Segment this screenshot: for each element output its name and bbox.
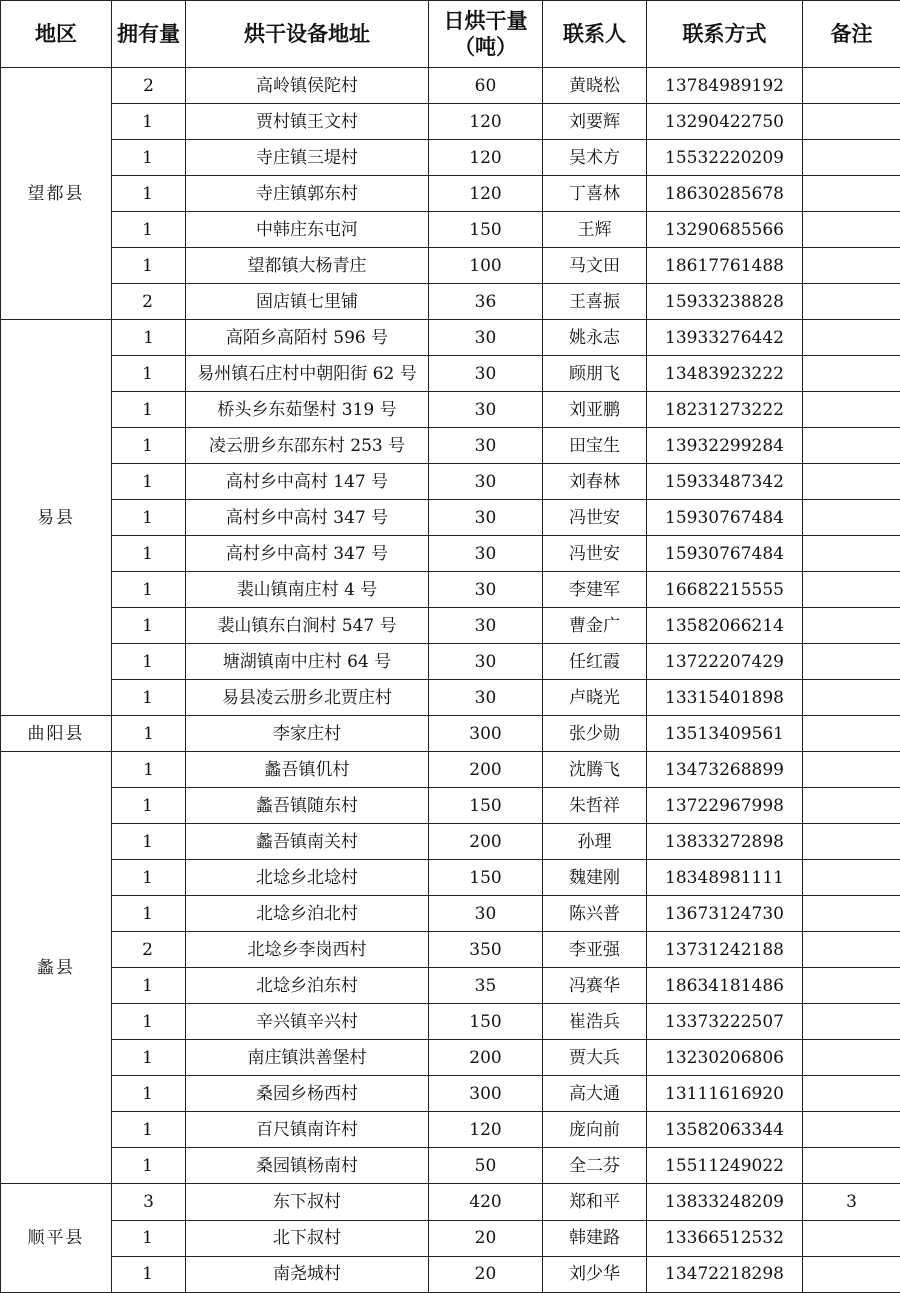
phone-cell: 18630285678 <box>647 176 803 212</box>
capacity-cell: 150 <box>429 212 543 248</box>
capacity-cell: 200 <box>429 1040 543 1076</box>
address-cell: 桑园镇杨南村 <box>186 1148 429 1184</box>
table-row <box>1 536 900 572</box>
remark-cell <box>803 572 900 608</box>
capacity-cell: 150 <box>429 788 543 824</box>
address-cell: 桑园乡杨西村 <box>186 1076 429 1112</box>
table-row <box>1 752 900 788</box>
count-cell: 1 <box>112 572 186 608</box>
table-row <box>1 896 900 932</box>
count-cell: 1 <box>112 1256 186 1292</box>
table-row <box>1 284 900 320</box>
contact-cell: 刘春林 <box>543 464 647 500</box>
address-cell: 易县凌云册乡北贾庄村 <box>186 680 429 716</box>
remark-cell <box>803 284 900 320</box>
address-cell: 南庄镇洪善堡村 <box>186 1040 429 1076</box>
capacity-cell: 30 <box>429 392 543 428</box>
contact-cell: 高大通 <box>543 1076 647 1112</box>
count-cell: 3 <box>112 1184 186 1220</box>
address-cell: 固店镇七里铺 <box>186 284 429 320</box>
header-address: 烘干设备地址 <box>186 1 429 68</box>
count-cell: 1 <box>112 896 186 932</box>
count-cell: 1 <box>112 1112 186 1148</box>
address-cell: 高村乡中高村 347 号 <box>186 536 429 572</box>
contact-cell: 李建军 <box>543 572 647 608</box>
phone-cell: 13513409561 <box>647 716 803 752</box>
count-cell: 1 <box>112 1076 186 1112</box>
count-cell: 1 <box>112 320 186 356</box>
phone-cell: 15930767484 <box>647 536 803 572</box>
contact-cell: 刘少华 <box>543 1256 647 1292</box>
remark-cell <box>803 1112 900 1148</box>
table-row <box>1 860 900 896</box>
table-row <box>1 500 900 536</box>
address-cell: 北下叔村 <box>186 1220 429 1256</box>
capacity-cell: 50 <box>429 1148 543 1184</box>
capacity-cell: 300 <box>429 716 543 752</box>
count-cell: 1 <box>112 860 186 896</box>
capacity-cell: 30 <box>429 356 543 392</box>
address-cell: 南尧城村 <box>186 1256 429 1292</box>
table-row <box>1 968 900 1004</box>
remark-cell <box>803 392 900 428</box>
table-row <box>1 320 900 356</box>
header-count: 拥有量 <box>112 1 186 68</box>
remark-cell <box>803 1220 900 1256</box>
region-cell: 易县 <box>1 320 112 716</box>
table-row <box>1 1040 900 1076</box>
contact-cell: 孙理 <box>543 824 647 860</box>
count-cell: 1 <box>112 392 186 428</box>
phone-cell: 13373222507 <box>647 1004 803 1040</box>
count-cell: 1 <box>112 1040 186 1076</box>
header-contact: 联系人 <box>543 1 647 68</box>
count-cell: 1 <box>112 212 186 248</box>
address-cell: 高陌乡高陌村 596 号 <box>186 320 429 356</box>
contact-cell: 冯世安 <box>543 536 647 572</box>
remark-cell <box>803 932 900 968</box>
contact-cell: 曹金广 <box>543 608 647 644</box>
capacity-cell: 100 <box>429 248 543 284</box>
remark-cell <box>803 860 900 896</box>
phone-cell: 13673124730 <box>647 896 803 932</box>
phone-cell: 13472218298 <box>647 1256 803 1292</box>
phone-cell: 15930767484 <box>647 500 803 536</box>
phone-cell: 13111616920 <box>647 1076 803 1112</box>
contact-cell: 冯赛华 <box>543 968 647 1004</box>
phone-cell: 13290685566 <box>647 212 803 248</box>
contact-cell: 张少勋 <box>543 716 647 752</box>
contact-cell: 魏建刚 <box>543 860 647 896</box>
capacity-cell: 60 <box>429 68 543 104</box>
phone-cell: 13833248209 <box>647 1184 803 1220</box>
count-cell: 1 <box>112 428 186 464</box>
remark-cell <box>803 1040 900 1076</box>
count-cell: 1 <box>112 680 186 716</box>
capacity-cell: 300 <box>429 1076 543 1112</box>
contact-cell: 陈兴普 <box>543 896 647 932</box>
phone-cell: 15933238828 <box>647 284 803 320</box>
phone-cell: 13784989192 <box>647 68 803 104</box>
address-cell: 易州镇石庄村中朝阳街 62 号 <box>186 356 429 392</box>
remark-cell <box>803 176 900 212</box>
contact-cell: 崔浩兵 <box>543 1004 647 1040</box>
count-cell: 1 <box>112 968 186 1004</box>
address-cell: 北埝乡泊东村 <box>186 968 429 1004</box>
capacity-cell: 20 <box>429 1256 543 1292</box>
count-cell: 1 <box>112 1004 186 1040</box>
count-cell: 1 <box>112 752 186 788</box>
phone-cell: 18634181486 <box>647 968 803 1004</box>
contact-cell: 沈腾飞 <box>543 752 647 788</box>
contact-cell: 顾朋飞 <box>543 356 647 392</box>
contact-cell: 李亚强 <box>543 932 647 968</box>
table-row <box>1 464 900 500</box>
capacity-cell: 120 <box>429 1112 543 1148</box>
count-cell: 1 <box>112 104 186 140</box>
remark-cell <box>803 1256 900 1292</box>
capacity-cell: 36 <box>429 284 543 320</box>
count-cell: 1 <box>112 500 186 536</box>
address-cell: 寺庄镇三堤村 <box>186 140 429 176</box>
phone-cell: 18231273222 <box>647 392 803 428</box>
address-cell: 塘湖镇南中庄村 64 号 <box>186 644 429 680</box>
contact-cell: 贾大兵 <box>543 1040 647 1076</box>
count-cell: 1 <box>112 176 186 212</box>
table-row <box>1 680 900 716</box>
contact-cell: 刘要辉 <box>543 104 647 140</box>
remark-cell: 3 <box>803 1184 900 1220</box>
capacity-cell: 30 <box>429 320 543 356</box>
phone-cell: 13483923222 <box>647 356 803 392</box>
remark-cell <box>803 1004 900 1040</box>
address-cell: 裴山镇东白涧村 547 号 <box>186 608 429 644</box>
count-cell: 2 <box>112 284 186 320</box>
count-cell: 1 <box>112 716 186 752</box>
capacity-cell: 120 <box>429 140 543 176</box>
capacity-cell: 30 <box>429 680 543 716</box>
table-row <box>1 1184 900 1220</box>
remark-cell <box>803 248 900 284</box>
address-cell: 李家庄村 <box>186 716 429 752</box>
table-row <box>1 356 900 392</box>
address-cell: 望都镇大杨青庄 <box>186 248 429 284</box>
table-row <box>1 644 900 680</box>
remark-cell <box>803 212 900 248</box>
phone-cell: 13933276442 <box>647 320 803 356</box>
capacity-cell: 30 <box>429 896 543 932</box>
table-row <box>1 68 900 104</box>
table-row <box>1 1256 900 1292</box>
phone-cell: 13722207429 <box>647 644 803 680</box>
phone-cell: 13230206806 <box>647 1040 803 1076</box>
remark-cell <box>803 716 900 752</box>
region-cell: 顺平县 <box>1 1184 112 1293</box>
phone-cell: 13366512532 <box>647 1220 803 1256</box>
capacity-cell: 420 <box>429 1184 543 1220</box>
remark-cell <box>803 1148 900 1184</box>
phone-cell: 13722967998 <box>647 788 803 824</box>
table-row <box>1 1220 900 1256</box>
header-region: 地区 <box>1 1 112 68</box>
remark-cell <box>803 320 900 356</box>
phone-cell: 13290422750 <box>647 104 803 140</box>
contact-cell: 庞向前 <box>543 1112 647 1148</box>
capacity-cell: 30 <box>429 572 543 608</box>
remark-cell <box>803 536 900 572</box>
remark-cell <box>803 644 900 680</box>
contact-cell: 朱哲祥 <box>543 788 647 824</box>
contact-cell: 郑和平 <box>543 1184 647 1220</box>
phone-cell: 18617761488 <box>647 248 803 284</box>
contact-cell: 全二芬 <box>543 1148 647 1184</box>
address-cell: 东下叔村 <box>186 1184 429 1220</box>
count-cell: 1 <box>112 788 186 824</box>
header-capacity: 日烘干量（吨） <box>429 1 543 68</box>
contact-cell: 丁喜林 <box>543 176 647 212</box>
address-cell: 蠡吾镇随东村 <box>186 788 429 824</box>
capacity-cell: 30 <box>429 464 543 500</box>
address-cell: 高村乡中高村 147 号 <box>186 464 429 500</box>
remark-cell <box>803 824 900 860</box>
contact-cell: 韩建路 <box>543 1220 647 1256</box>
capacity-cell: 200 <box>429 752 543 788</box>
address-cell: 蠡吾镇南关村 <box>186 824 429 860</box>
capacity-cell: 120 <box>429 176 543 212</box>
capacity-cell: 30 <box>429 536 543 572</box>
contact-cell: 王辉 <box>543 212 647 248</box>
contact-cell: 刘亚鹏 <box>543 392 647 428</box>
count-cell: 1 <box>112 248 186 284</box>
capacity-cell: 350 <box>429 932 543 968</box>
remark-cell <box>803 1076 900 1112</box>
address-cell: 寺庄镇郭东村 <box>186 176 429 212</box>
phone-cell: 18348981111 <box>647 860 803 896</box>
contact-cell: 姚永志 <box>543 320 647 356</box>
phone-cell: 16682215555 <box>647 572 803 608</box>
capacity-cell: 150 <box>429 1004 543 1040</box>
address-cell: 百尺镇南许村 <box>186 1112 429 1148</box>
capacity-cell: 200 <box>429 824 543 860</box>
contact-cell: 任红霞 <box>543 644 647 680</box>
region-cell: 望都县 <box>1 68 112 320</box>
address-cell: 贾村镇王文村 <box>186 104 429 140</box>
count-cell: 1 <box>112 464 186 500</box>
address-cell: 高岭镇侯陀村 <box>186 68 429 104</box>
address-cell: 桥头乡东茹堡村 319 号 <box>186 392 429 428</box>
table-row <box>1 392 900 428</box>
count-cell: 2 <box>112 68 186 104</box>
capacity-cell: 20 <box>429 1220 543 1256</box>
contact-cell: 吴术方 <box>543 140 647 176</box>
remark-cell <box>803 104 900 140</box>
address-cell: 北埝乡李岗西村 <box>186 932 429 968</box>
count-cell: 2 <box>112 932 186 968</box>
remark-cell <box>803 788 900 824</box>
table-row <box>1 212 900 248</box>
table-row <box>1 1148 900 1184</box>
count-cell: 1 <box>112 1220 186 1256</box>
address-cell: 北埝乡泊北村 <box>186 896 429 932</box>
table-row <box>1 428 900 464</box>
table-row <box>1 1004 900 1040</box>
table-row <box>1 1112 900 1148</box>
address-cell: 中韩庄东屯河 <box>186 212 429 248</box>
capacity-cell: 120 <box>429 104 543 140</box>
remark-cell <box>803 896 900 932</box>
phone-cell: 13315401898 <box>647 680 803 716</box>
table-row <box>1 140 900 176</box>
capacity-cell: 150 <box>429 860 543 896</box>
remark-cell <box>803 968 900 1004</box>
capacity-cell: 30 <box>429 500 543 536</box>
table-row <box>1 1076 900 1112</box>
region-cell: 曲阳县 <box>1 716 112 752</box>
remark-cell <box>803 752 900 788</box>
phone-cell: 13833272898 <box>647 824 803 860</box>
header-remark: 备注 <box>803 1 900 68</box>
remark-cell <box>803 140 900 176</box>
address-cell: 辛兴镇辛兴村 <box>186 1004 429 1040</box>
contact-cell: 王喜振 <box>543 284 647 320</box>
remark-cell <box>803 500 900 536</box>
count-cell: 1 <box>112 608 186 644</box>
phone-cell: 13473268899 <box>647 752 803 788</box>
count-cell: 1 <box>112 536 186 572</box>
phone-cell: 13731242188 <box>647 932 803 968</box>
address-cell: 裴山镇南庄村 4 号 <box>186 572 429 608</box>
capacity-cell: 30 <box>429 644 543 680</box>
header-phone: 联系方式 <box>647 1 803 68</box>
remark-cell <box>803 680 900 716</box>
remark-cell <box>803 356 900 392</box>
phone-cell: 13932299284 <box>647 428 803 464</box>
contact-cell: 卢晓光 <box>543 680 647 716</box>
table-row <box>1 104 900 140</box>
address-cell: 高村乡中高村 347 号 <box>186 500 429 536</box>
count-cell: 1 <box>112 824 186 860</box>
table-row <box>1 248 900 284</box>
capacity-cell: 30 <box>429 608 543 644</box>
remark-cell <box>803 608 900 644</box>
table-row <box>1 932 900 968</box>
address-cell: 北埝乡北埝村 <box>186 860 429 896</box>
phone-cell: 15532220209 <box>647 140 803 176</box>
phone-cell: 15511249022 <box>647 1148 803 1184</box>
contact-cell: 田宝生 <box>543 428 647 464</box>
phone-cell: 13582066214 <box>647 608 803 644</box>
table-body <box>1 68 900 1293</box>
table-row <box>1 572 900 608</box>
count-cell: 1 <box>112 356 186 392</box>
contact-cell: 马文田 <box>543 248 647 284</box>
count-cell: 1 <box>112 1148 186 1184</box>
address-cell: 凌云册乡东邵东村 253 号 <box>186 428 429 464</box>
table-row <box>1 176 900 212</box>
table-row <box>1 824 900 860</box>
table-row <box>1 608 900 644</box>
table-row <box>1 788 900 824</box>
contact-cell: 冯世安 <box>543 500 647 536</box>
remark-cell <box>803 428 900 464</box>
table-row <box>1 716 900 752</box>
count-cell: 1 <box>112 140 186 176</box>
capacity-cell: 35 <box>429 968 543 1004</box>
remark-cell <box>803 464 900 500</box>
contact-cell: 黄晓松 <box>543 68 647 104</box>
remark-cell <box>803 68 900 104</box>
address-cell: 蠡吾镇仉村 <box>186 752 429 788</box>
count-cell: 1 <box>112 644 186 680</box>
phone-cell: 15933487342 <box>647 464 803 500</box>
region-cell: 蠡县 <box>1 752 112 1184</box>
capacity-cell: 30 <box>429 428 543 464</box>
header-row <box>1 1 900 68</box>
phone-cell: 13582063344 <box>647 1112 803 1148</box>
